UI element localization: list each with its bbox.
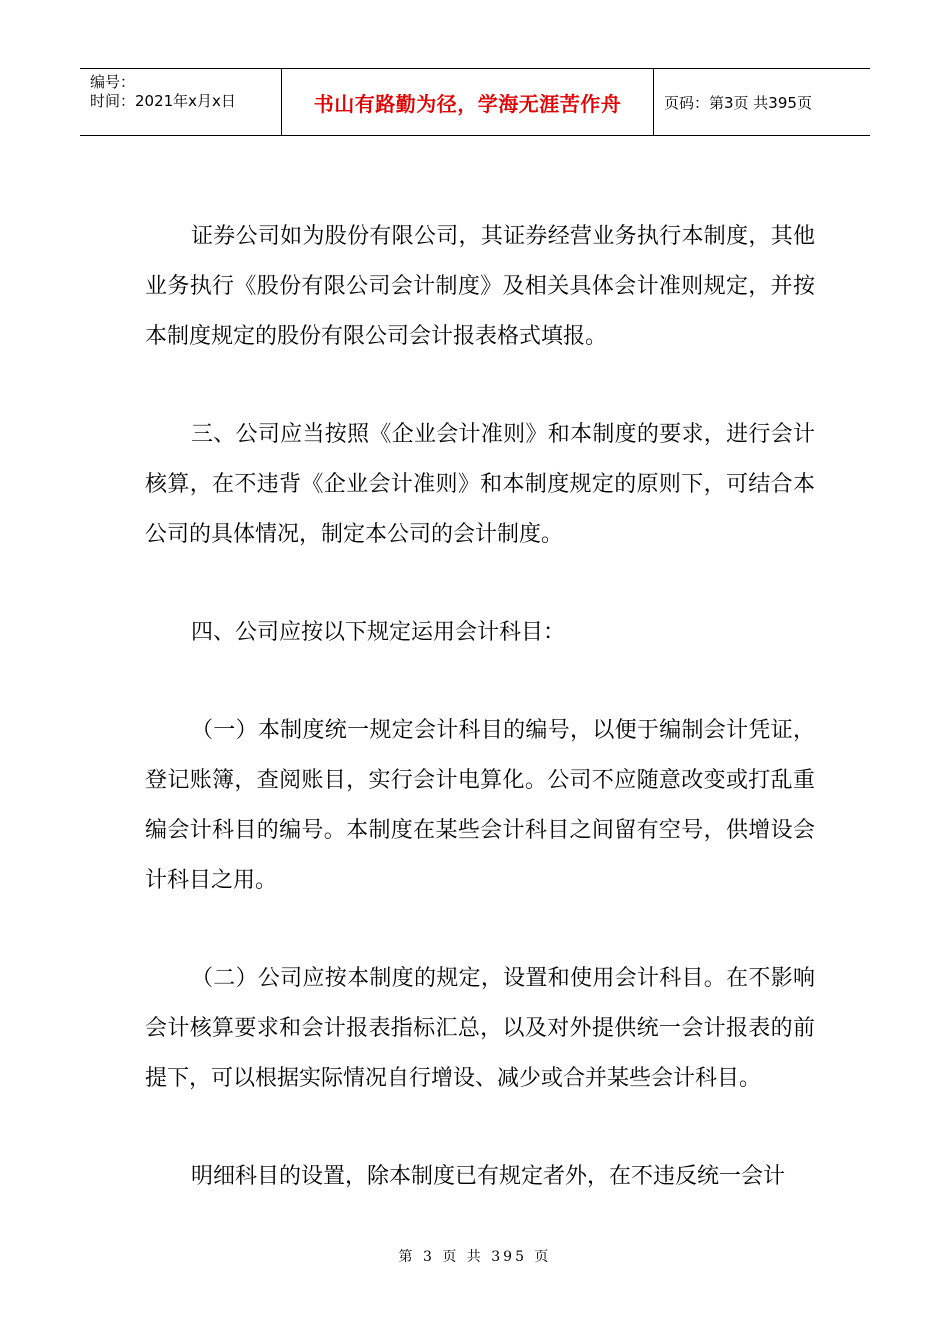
document-number-label: 编号： <box>90 73 136 91</box>
body-paragraph: （二）公司应按本制度的规定，设置和使用会计科目。在不影响会计核算要求和会计报表指标汇总，以及对外提供统一会计报表的前提下，可以根据实际情况自行增设、减少或合并某些会计科目。 <box>145 966 815 1091</box>
body-paragraph: （一）本制度统一规定会计科目的编号，以便于编制会计凭证，登记账簿，查阅账目，实行会计电算化。公司不应随意改变或打乱重编会计科目的编号。本制度在某些会计科目之间留有空号，供增设会计科目之用。 <box>145 718 815 893</box>
page-header <box>80 68 870 136</box>
header-page-info: 页码：第3页 共395页 <box>664 93 812 112</box>
footer-page-number: 第 3 页 共 395 页 <box>398 1249 552 1265</box>
header-page-cell <box>654 69 870 135</box>
body-paragraph: 三、公司应当按照《企业会计准则》和本制度的要求，进行会计核算，在不违背《企业会计准则》和本制度规定的原则下，可结合本公司的具体情况，制定本公司的会计制度。 <box>145 422 815 547</box>
body-paragraph: 证券公司如为股份有限公司，其证券经营业务执行本制度，其他业务执行《股份有限公司会计制度》及相关具体会计准则规定，并按本制度规定的股份有限公司会计报表格式填报。 <box>145 224 815 349</box>
header-motto: 书山有路勤为径，学海无涯苦作舟 <box>313 91 622 116</box>
document-body <box>145 212 815 1250</box>
header-motto-cell <box>282 69 654 135</box>
body-paragraph: 明细科目的设置，除本制度已有规定者外，在不违反统一会计 <box>191 1164 786 1189</box>
body-paragraph: 四、公司应按以下规定运用会计科目： <box>191 620 566 645</box>
page-footer <box>0 1246 950 1266</box>
header-meta-cell <box>80 69 282 135</box>
document-time-label: 时间：2021年x月x日 <box>90 92 236 110</box>
